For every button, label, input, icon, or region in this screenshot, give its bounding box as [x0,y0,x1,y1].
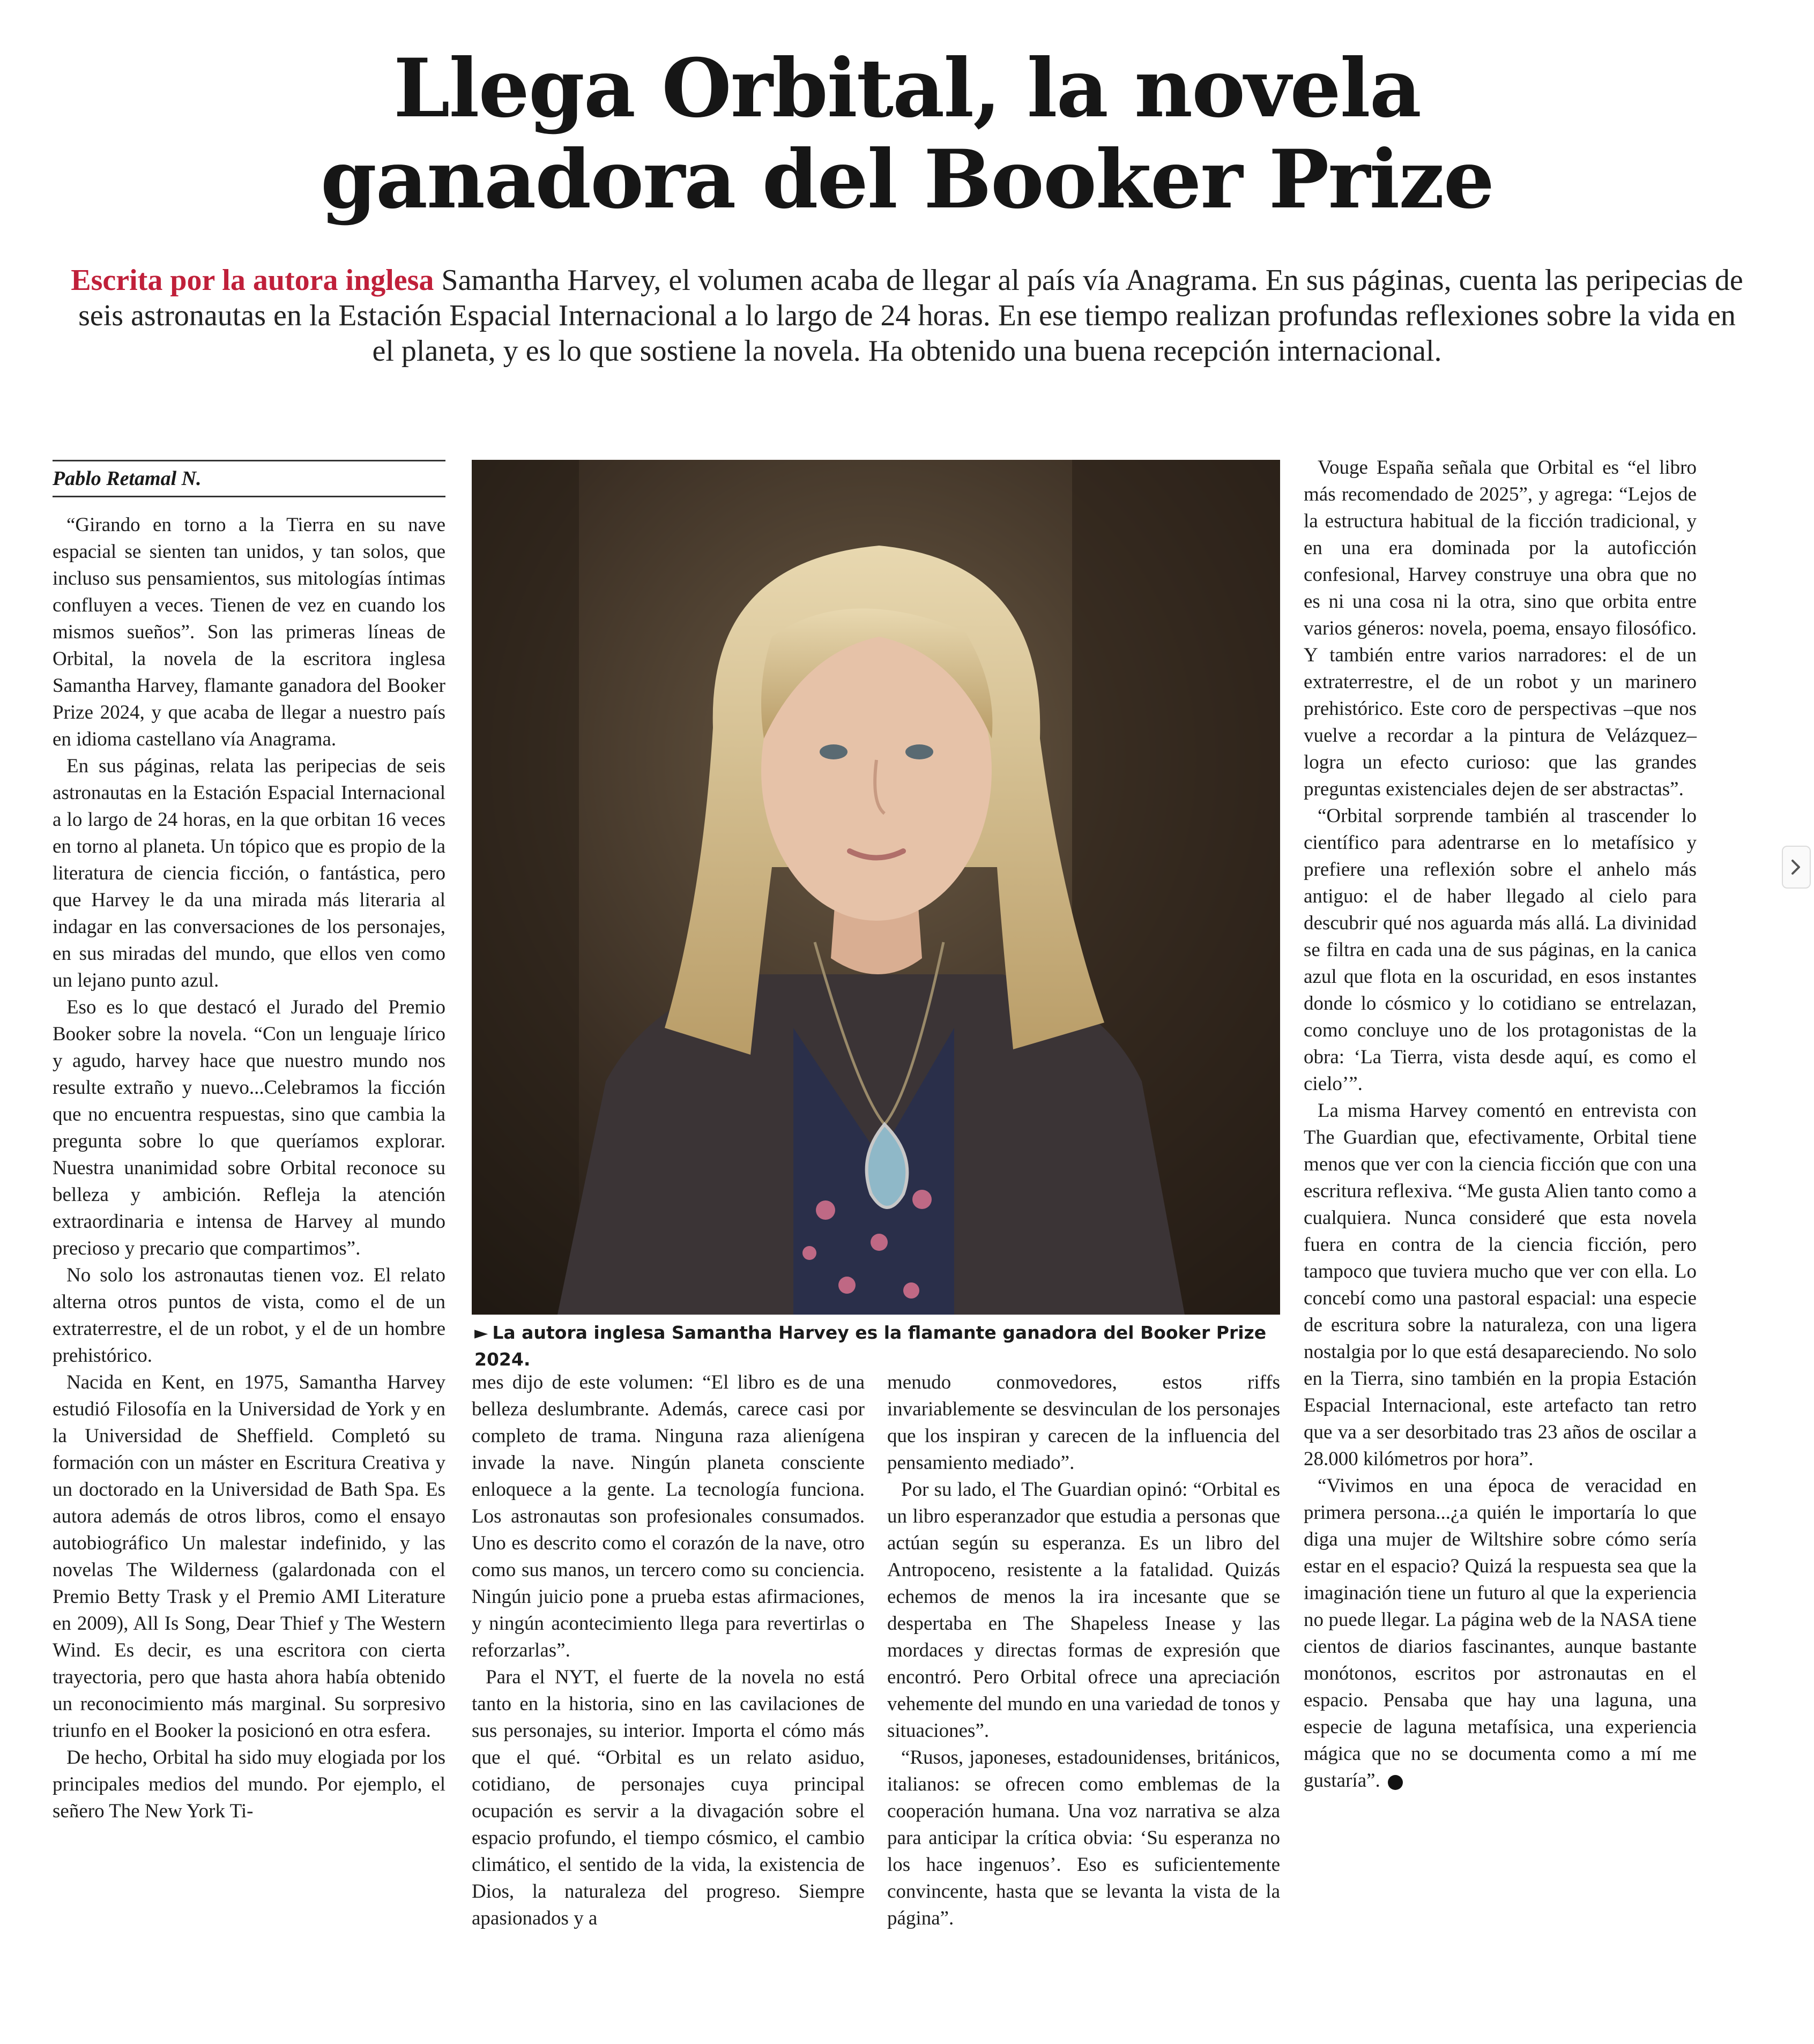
paragraph: “Girando en torno a la Tierra en su nave espacial se sienten tan unidos, y tan solos, que incluso sus pensamientos, sus mitologías íntimas confluyen a veces. Tienen de vez en cuando los mismos sueños”. Son las primeras líneas de Orbital, la novela de la escritora inglesa Samantha Harvey, flamante ganadora del Booker Prize 2024, y que acaba de llegar a nuestro país en idioma castellano vía Anagrama. [53,514,445,750]
paragraph: Para el NYT, el fuerte de la novela no está tanto en la historia, sino en las cavilaciones de sus personajes, su interior. Importa el cómo más que el qué. “Orbital es un relato asiduo, cotidiano, de personajes cuya principal ocupación es servir a la divagación sobre el espacio profundo, el tiempo cósmico, el cambio climático, el sentido de la vida, la existencia de Dios, la naturaleza del progreso. Siempre apasionados y a [472,1666,865,1929]
article-column-2 [472,1369,865,1932]
paragraph: En sus páginas, relata las peripecias de seis astronautas en la Estación Espacial Internacional a lo largo de 24 horas, en la que orbitan 16 veces en torno al planeta. Un tópico que es propio de la literatura de ciencia ficción, o fantástica, pero que Harvey le da una mirada más literaria al indagar en las conversaciones de los personajes, en sus miradas del mundo, que ellos ven como un lejano punto azul. [53,755,445,991]
paragraph: Eso es lo que destacó el Jurado del Premio Booker sobre la novela. “Con un lenguaje lírico y agudo, harvey hace que nuestro mundo nos resulte extraño y nuevo...Celebramos la ficción que no encuentra respuestas, sino que cambia la pregunta sobre lo que queríamos explorar. Nuestra unanimidad sobre Orbital reconoce su belleza y ambición. Refleja la atención extraordinaria e intensa de Harvey al mundo precioso y precario que compartimos”. [53,996,445,1259]
article-deck [64,263,1750,369]
end-mark-icon [1388,1775,1403,1790]
article-column-3 [887,1369,1280,1932]
paragraph [1304,1473,1697,1794]
paragraph: “Rusos, japoneses, estadounidenses, británicos, italianos: se ofrecen como emblemas de la cooperación humana. Una voz narrativa se alza para anticipar la crítica obvia: ‘Su esperanza no los hace ingenuos’. Eso es suficientemente convincente, hasta que se levanta la vista de la página”. [887,1747,1280,1929]
paragraph: Vouge España señala que Orbital es “el libro más recomendado de 2025”, y agrega: “Lejos de la estructura habitual de la ficción tradicional, y en una era dominada por la autoficción confesional, Harvey construye una obra que no es ni una cosa ni la otra, sino que orbita entre varios géneros: novela, poema, ensayo filosófico. Y también entre varios narradores: el de un extraterrestre, el de un robot y un marinero prehistórico. Este coro de perspectivas –que nos vuelve a recordar a la pintura de Velázquez– logra un efecto curioso: que las grandes preguntas existenciales dejen de ser abstractas”. [1304,457,1697,800]
paragraph: No solo los astronautas tienen voz. El relato alterna otros puntos de vista, como el de un extraterrestre, el de un robot, y el de un hombre prehistórico. [53,1264,445,1367]
paragraph: “Orbital sorprende también al trascender lo científico para adentrarse en lo metafísico y prefiere una reflexión sobre el anhelo más antiguo: el de haber llegado al cielo para descubrir qué nos aguarda más allá. La divinidad se filtra en cada una de sus páginas, en la canica azul que flota en la oscuridad, en esos instantes donde lo cósmico y lo cotidiano se entrelazan, como concluye uno de los protagonistas de la obra: ‘La Tierra, vista desde aquí, es como el cielo’”. [1304,805,1697,1095]
paragraph: Por su lado, el The Guardian opinó: “Orbital es un libro esperanzador que estudia a personas que actúan según su esperanza. Es un libro del Antropoceno, resistente a la fatalidad. Quizás echemos de menos la ira incesante que se despertaba en The Shapeless Inease y las mordaces y directas formas de expresión que encontró. Pero Orbital ofrece una apreciación vehemente del mundo en una variedad de tonos y situaciones”. [887,1479,1280,1742]
article-column-1 [53,512,445,1825]
paragraph: La misma Harvey comentó en entrevista con The Guardian que, efectivamente, Orbital tiene menos que ver con la ciencia ficción que con una escritura reflexiva. “Me gusta Alien tanto como a cualquiera. Nunca consideré que esta novela fuera en contra de la ciencia ficción, pero tampoco que tuviera mucho que ver con ella. Lo concebí como una pastoral espacial: una especie de escritura sobre la naturaleza, con una ligera nostalgia por lo que está desapareciendo. No solo en la Tierra, sino también en la propia Estación Espacial Internacional, este artefacto tan retro que va a ser desorbitado tras 23 años de oscilar a 28.000 kilómetros por hora”. [1304,1100,1697,1470]
byline: Pablo Retamal N. [53,460,445,497]
caption-text: La autora inglesa Samantha Harvey es la flamante ganadora del Booker Prize 2024. [474,1322,1267,1370]
headline-line-1: Llega Orbital, la novela [393,41,1421,136]
paragraph: Nacida en Kent, en 1975, Samantha Harvey estudió Filosofía en la Universidad de York y en la Universidad de Sheffield. Completó su formación con un máster en Escritura Creativa y un doctorado en la Universidad de Bath Spa. Es autora además de otros libros, como el ensayo autobiográfico Un malestar indefinido, y las novelas The Wilderness (galardonada con el Premio Betty Trask y el Premio AMI Literature en 2009), All Is Song, Dear Thief y The Western Wind. Es decir, es una escritora con cierta trayectoria, pero que hasta ahora había obtenido un reconocimiento más marginal. Su sorpresivo triunfo en el Booker la posicionó en otra esfera. [53,1371,445,1742]
headline-line-2: ganadora del Booker Prize [320,132,1494,227]
author-photo [472,460,1280,1315]
paragraph: menudo conmovedores, estos riffs invariablemente se desvinculan de los personajes que los inspiran y carecen de la influencia del pensamiento mediado”. [887,1371,1280,1474]
closing-paragraph-text: “Vivimos en una época de veracidad en primera persona...¿a quién le importaría lo que diga una mujer de Wiltshire sobre cómo sería estar en el espacio? Quizá la respuesta sea que la imaginación tiene un futuro al que la experiencia no puede llegar. La página web de la NASA tiene cientos de diarios fascinantes, aunque bastante monótonos, escritos por astronautas en el espacio. Pensaba que hay una laguna, una especie de laguna metafísica, una experiencia mágica que no se documenta como a mí me gustaría”. [1304,1475,1697,1792]
paragraph: mes dijo de este volumen: “El libro es de una belleza deslumbrante. Además, carece casi por completo de trama. Ninguna raza alienígena invade la nave. Ningún planeta consciente enloquece a la gente. La tecnología funciona. Los astronautas son profesionales consumados. Uno es descrito como el corazón de la nave, otro como sus manos, un tercero como su conciencia. Ningún juicio pone a prueba estas afirmaciones, y ningún acontecimiento llega para revertirlas o reforzarlas”. [472,1371,865,1661]
next-page-button[interactable] [1782,846,1811,889]
article-column-4 [1304,454,1697,1794]
article-headline [0,43,1814,225]
chevron-right-icon [1783,847,1810,887]
caption-marker-icon: ► [474,1322,488,1343]
photo-caption [474,1319,1283,1373]
paragraph: De hecho, Orbital ha sido muy elogiada por los principales medios del mundo. Por ejemplo, el señero The New York Ti- [53,1747,445,1822]
deck-kicker: Escrita por la autora inglesa [71,264,434,297]
portrait-illustration [472,460,1280,1315]
deck-text: Samantha Harvey, el volumen acaba de llegar al país vía Anagrama. En sus páginas, cuenta las peripecias de seis astronautas en la Estación Espacial Internacional a lo largo de 24 horas. En ese tiempo realizan profundas reflexiones sobre la vida en el planeta, y es lo que sostiene la novela. Ha obtenido una buena recepción internacional. [78,264,1743,368]
